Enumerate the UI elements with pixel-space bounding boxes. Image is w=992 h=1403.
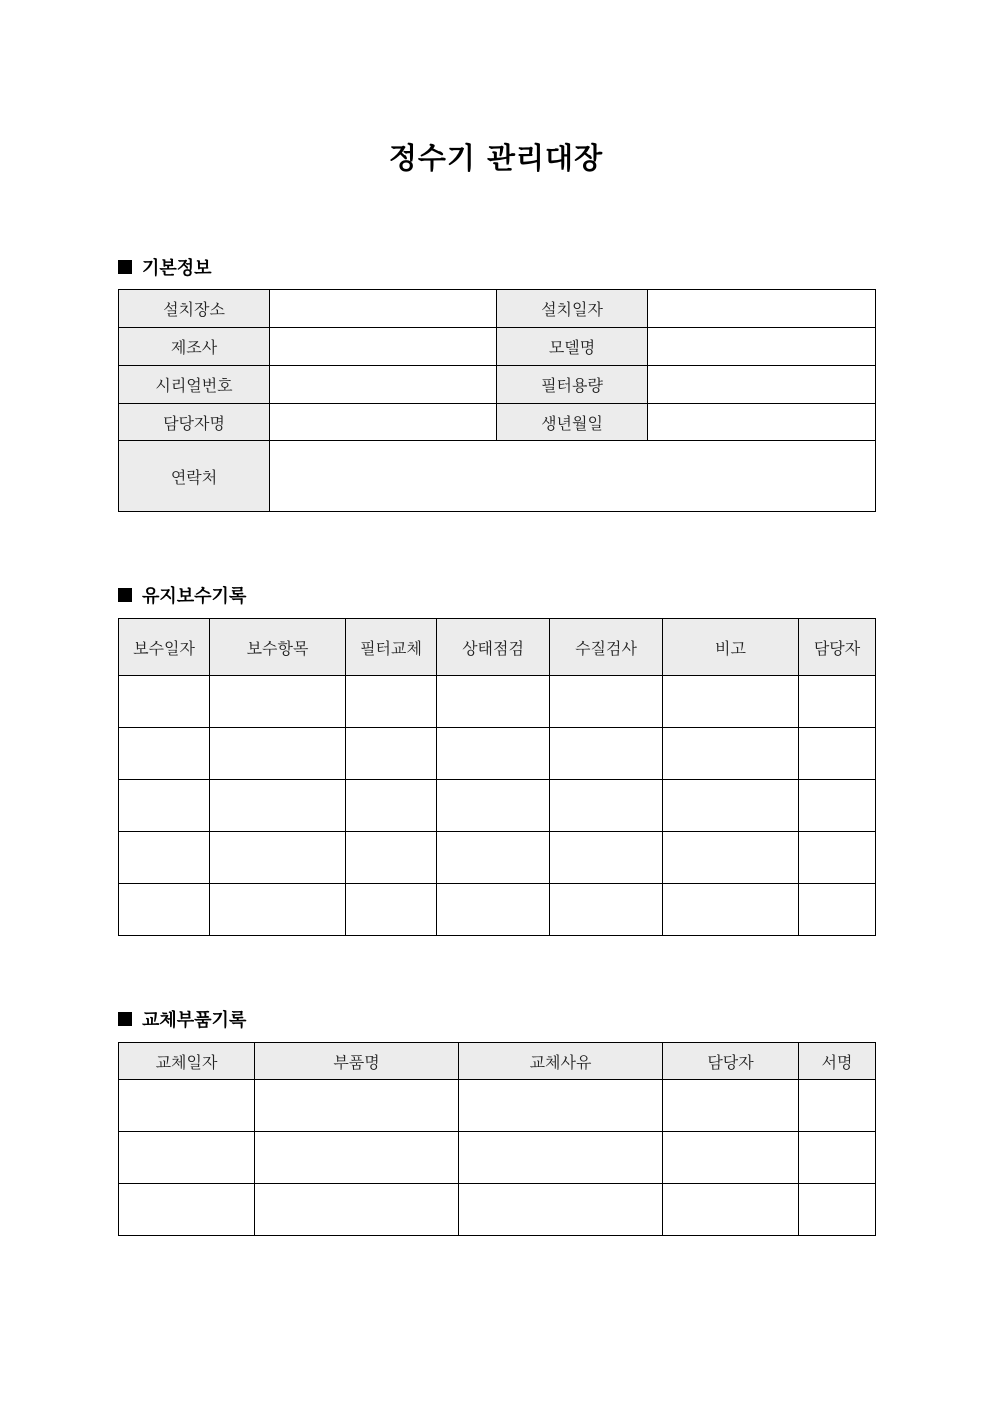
column-header: 부품명 (255, 1043, 459, 1080)
label-model-name: 모델명 (497, 328, 648, 366)
page-title: 정수기 관리대장 (388, 141, 604, 175)
table-row (119, 780, 876, 832)
table-cell[interactable] (459, 1132, 663, 1184)
table-row (119, 832, 876, 884)
table-cell[interactable] (210, 832, 346, 884)
table-row (119, 404, 876, 441)
table-cell[interactable] (550, 676, 663, 728)
table-row (119, 884, 876, 936)
label-manufacturer: 제조사 (119, 328, 270, 366)
section-heading-basic-info (118, 254, 212, 280)
section-heading-label: 유지보수기록 (142, 586, 247, 607)
table-cell[interactable] (550, 728, 663, 780)
table-cell[interactable] (799, 832, 876, 884)
table-cell[interactable] (459, 1184, 663, 1236)
table-cell[interactable] (799, 1080, 876, 1132)
table-row (119, 1184, 876, 1236)
table-cell[interactable] (346, 676, 437, 728)
table-cell[interactable] (437, 780, 550, 832)
square-bullet-icon (118, 1012, 132, 1026)
table-cell[interactable] (119, 1132, 255, 1184)
label-filter-capacity: 필터용량 (497, 366, 648, 404)
birth-date-field[interactable] (648, 404, 876, 441)
table-cell[interactable] (119, 1184, 255, 1236)
label-birth-date: 생년월일 (497, 404, 648, 441)
column-header: 비고 (663, 619, 799, 676)
column-header: 보수항목 (210, 619, 346, 676)
column-header: 보수일자 (119, 619, 210, 676)
table-cell[interactable] (799, 884, 876, 936)
install-location-field[interactable] (270, 290, 497, 328)
table-cell[interactable] (663, 832, 799, 884)
table-cell[interactable] (210, 884, 346, 936)
column-header: 교체사유 (459, 1043, 663, 1080)
table-cell[interactable] (210, 676, 346, 728)
basic-info-table (118, 289, 876, 512)
table-cell[interactable] (550, 884, 663, 936)
column-header: 담당자 (799, 619, 876, 676)
table-cell[interactable] (119, 884, 210, 936)
table-row (119, 1080, 876, 1132)
table-header-row (119, 619, 876, 676)
table-cell[interactable] (663, 1184, 799, 1236)
label-contact: 연락처 (119, 441, 270, 512)
table-cell[interactable] (663, 676, 799, 728)
install-date-field[interactable] (648, 290, 876, 328)
model-name-field[interactable] (648, 328, 876, 366)
table-cell[interactable] (255, 1080, 459, 1132)
table-cell[interactable] (119, 728, 210, 780)
table-cell[interactable] (799, 1184, 876, 1236)
contact-field[interactable] (270, 441, 876, 512)
square-bullet-icon (118, 588, 132, 602)
table-cell[interactable] (550, 780, 663, 832)
table-header-row (119, 1043, 876, 1080)
table-row (119, 290, 876, 328)
table-cell[interactable] (663, 884, 799, 936)
table-cell[interactable] (663, 728, 799, 780)
table-cell[interactable] (663, 780, 799, 832)
manager-name-field[interactable] (270, 404, 497, 441)
column-header: 상태점검 (437, 619, 550, 676)
section-heading-parts (118, 1006, 246, 1032)
table-cell[interactable] (346, 728, 437, 780)
table-cell[interactable] (346, 832, 437, 884)
filter-capacity-field[interactable] (648, 366, 876, 404)
table-cell[interactable] (119, 780, 210, 832)
table-cell[interactable] (437, 832, 550, 884)
section-heading-maintenance (118, 582, 246, 608)
section-heading-label: 교체부품기록 (142, 1010, 247, 1031)
table-row (119, 441, 876, 512)
table-cell[interactable] (346, 780, 437, 832)
table-cell[interactable] (799, 1132, 876, 1184)
table-cell[interactable] (255, 1132, 459, 1184)
square-bullet-icon (118, 260, 132, 274)
table-cell[interactable] (799, 728, 876, 780)
table-cell[interactable] (210, 780, 346, 832)
label-install-location: 설치장소 (119, 290, 270, 328)
serial-number-field[interactable] (270, 366, 497, 404)
label-install-date: 설치일자 (497, 290, 648, 328)
column-header: 교체일자 (119, 1043, 255, 1080)
table-cell[interactable] (119, 832, 210, 884)
table-cell[interactable] (437, 884, 550, 936)
column-header: 수질검사 (550, 619, 663, 676)
maintenance-table (118, 618, 876, 936)
table-cell[interactable] (437, 676, 550, 728)
manufacturer-field[interactable] (270, 328, 497, 366)
table-cell[interactable] (663, 1080, 799, 1132)
table-cell[interactable] (210, 728, 346, 780)
table-row (119, 1132, 876, 1184)
parts-table (118, 1042, 876, 1236)
table-cell[interactable] (255, 1184, 459, 1236)
table-row (119, 328, 876, 366)
table-cell[interactable] (459, 1080, 663, 1132)
table-cell[interactable] (346, 884, 437, 936)
column-header: 서명 (799, 1043, 876, 1080)
label-serial-number: 시리얼번호 (119, 366, 270, 404)
table-cell[interactable] (550, 832, 663, 884)
table-cell[interactable] (119, 1080, 255, 1132)
label-manager-name: 담당자명 (119, 404, 270, 441)
table-cell[interactable] (437, 728, 550, 780)
table-row (119, 728, 876, 780)
table-cell[interactable] (663, 1132, 799, 1184)
table-row (119, 366, 876, 404)
section-heading-label: 기본정보 (142, 258, 212, 279)
column-header: 담당자 (663, 1043, 799, 1080)
table-cell[interactable] (799, 780, 876, 832)
table-cell[interactable] (799, 676, 876, 728)
column-header: 필터교체 (346, 619, 437, 676)
table-cell[interactable] (119, 676, 210, 728)
table-row (119, 676, 876, 728)
